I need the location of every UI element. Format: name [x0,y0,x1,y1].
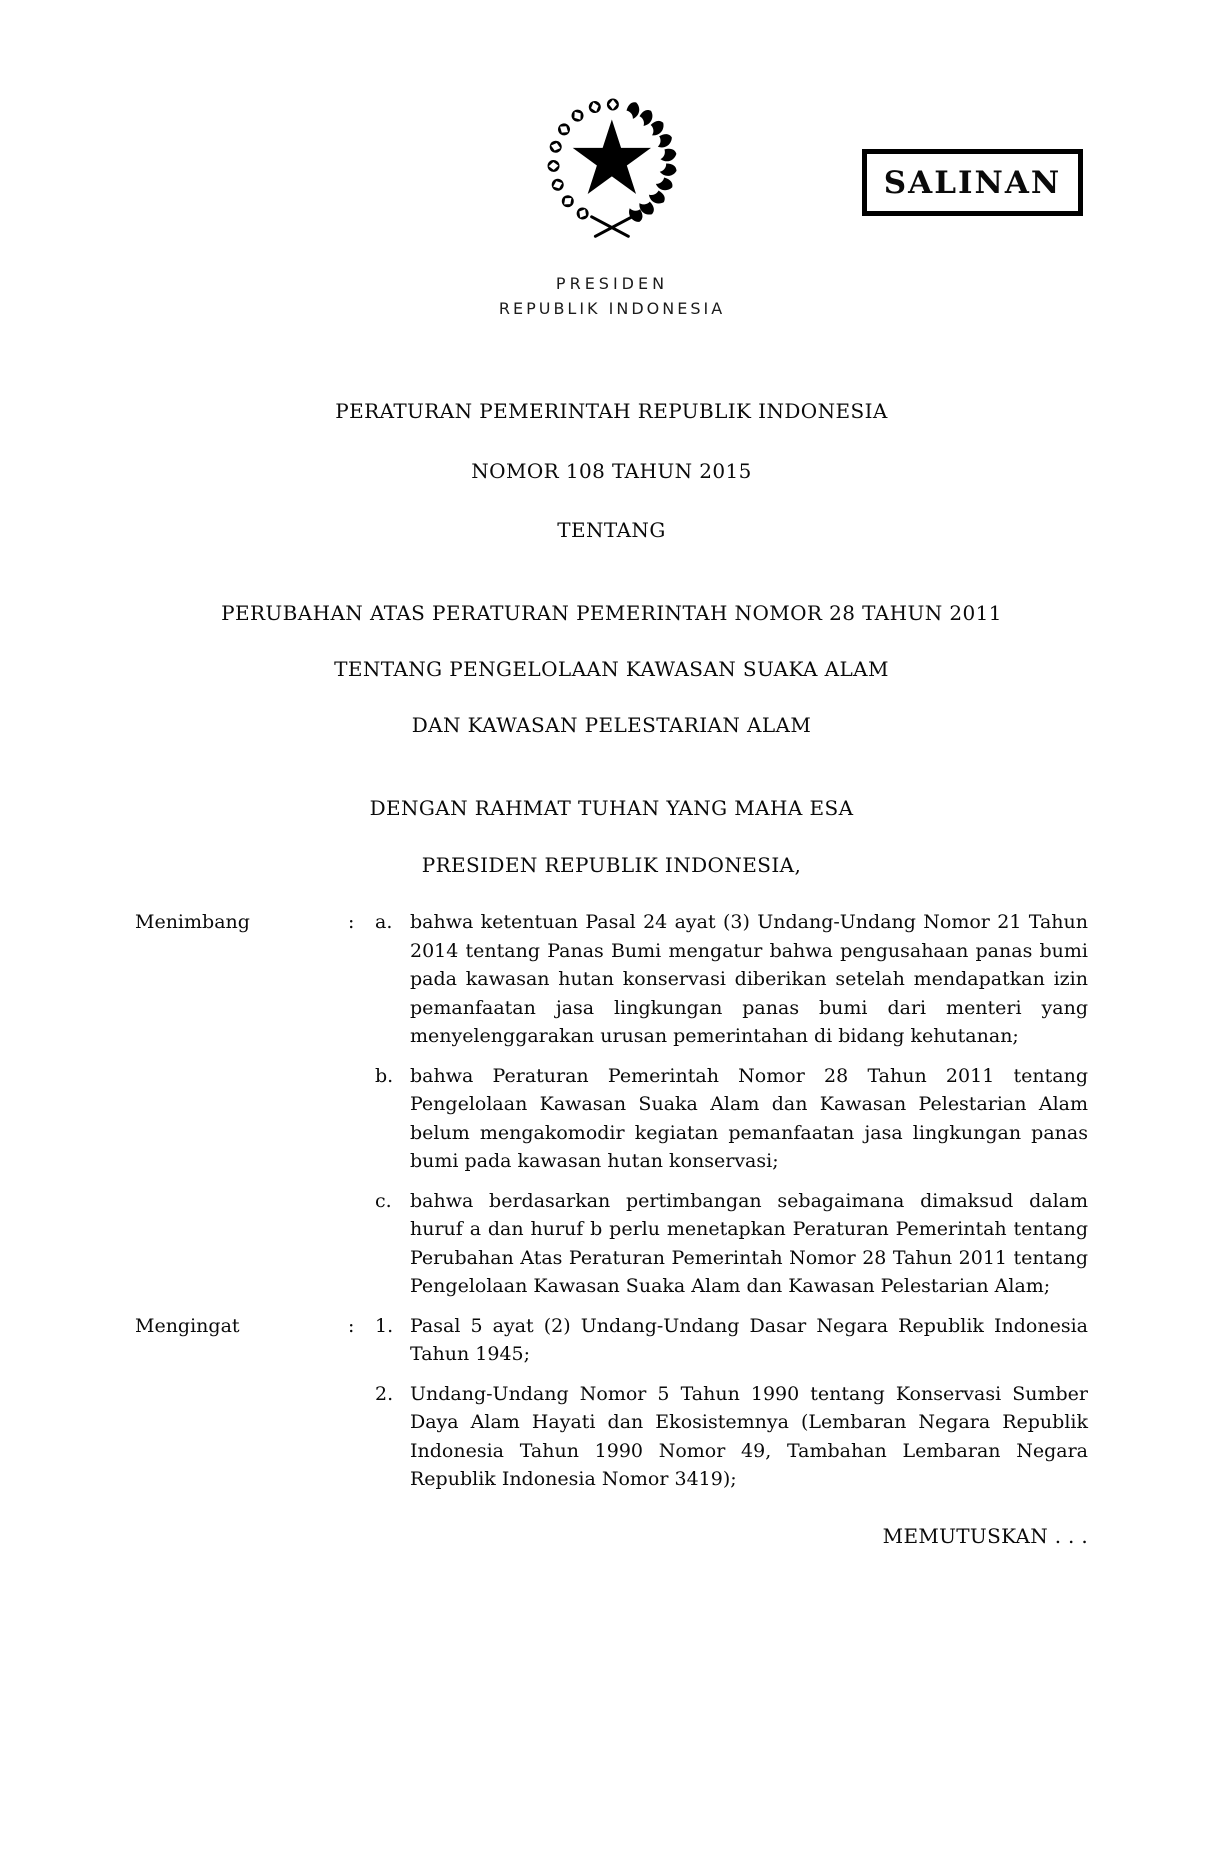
letterhead-presiden: PRESIDEN [555,274,669,293]
regulation-number: NOMOR 108 TAHUN 2015 [471,459,752,483]
item-text: bahwa berdasarkan pertimbangan sebagaimana dimaksud dalam huruf a dan huruf b perlu menetapkan Peraturan Pemerintah tentang Perubahan Atas Peraturan Pemerintah Nomor 28 Tahun 2011 tentang Pengelolaan Kawasan Suaka Alam dan Kawasan Pelestarian Alam; [410,1189,1088,1297]
item-marker: a. [375,911,393,933]
clause-label-menimbang: Menimbang [135,911,250,933]
regulation-subject [135,571,1088,767]
subject-line-2: TENTANG PENGELOLAAN KAWASAN SUAKA ALAM [334,657,889,681]
clause-mengingat [135,1312,1088,1505]
item-text: Pasal 5 ayat (2) Undang-Undang Dasar Negara Republik Indonesia Tahun 1945; [410,1314,1088,1365]
subject-line-1: PERUBAHAN ATAS PERATURAN PEMERINTAH NOMOR 28 TAHUN 2011 [221,601,1002,625]
list-item [375,1062,1088,1176]
item-marker: b. [375,1064,394,1087]
menimbang-items [375,908,1088,1312]
document-body [135,397,1088,1550]
clause-label-mengingat: Mengingat [135,1314,240,1337]
item-marker: 1. [375,1314,394,1337]
authority-line: PRESIDEN REPUBLIK INDONESIA, [421,853,802,877]
regulation-title: PERATURAN PEMERINTAH REPUBLIK INDONESIA [335,399,888,423]
clause-menimbang [135,908,1088,1312]
list-item [375,1380,1088,1494]
item-marker: c. [375,1189,392,1212]
tentang-heading: TENTANG [557,518,666,542]
page-catchword: MEMUTUSKAN . . . [882,1523,1088,1548]
subject-line-3: DAN KAWASAN PELESTARIAN ALAM [411,713,812,737]
letterhead-republik-indonesia: REPUBLIK INDONESIA [498,299,726,318]
salinan-stamp [862,149,1083,216]
list-item [375,1312,1088,1369]
item-text: Undang-Undang Nomor 5 Tahun 1990 tentang Konservasi Sumber Daya Alam Hayati dan Ekosistemnya (Lembaran Negara Republik Indonesia Tahun 1990 Nomor 49, Tambahan Lembaran Negara Republik Indonesia Nomor 3419); [410,1382,1088,1490]
clause-colon: : [348,1314,355,1337]
item-marker: 2. [375,1382,394,1405]
item-text: bahwa ketentuan Pasal 24 ayat (3) Undang-Undang Nomor 21 Tahun 2014 tentang Panas Bumi mengatur bahwa pengusahaan panas bumi pada kawasan hutan konservasi diberikan setelah mendapatkan izin pemanfaatan jasa lingkungan panas bumi dari menteri yang menyelenggarakan urusan pemerintahan di bidang kehutanan; [410,911,1088,1047]
clauses [135,908,1088,1550]
item-text: bahwa Peraturan Pemerintah Nomor 28 Tahun 2011 tentang Pengelolaan Kawasan Suaka Alam dan Kawasan Pelestarian Alam belum mengakomodir kegiatan pemanfaatan jasa lingkungan panas bumi pada kawasan hutan konservasi; [410,1064,1088,1172]
invocation-line: DENGAN RAHMAT TUHAN YANG MAHA ESA [369,796,854,820]
salinan-stamp-label: SALINAN [883,164,1062,201]
list-item [375,908,1088,1051]
letterhead [499,88,725,321]
clause-colon: : [348,911,355,933]
presidential-emblem-icon [537,88,687,249]
list-item [375,1187,1088,1301]
mengingat-items [375,1312,1088,1505]
